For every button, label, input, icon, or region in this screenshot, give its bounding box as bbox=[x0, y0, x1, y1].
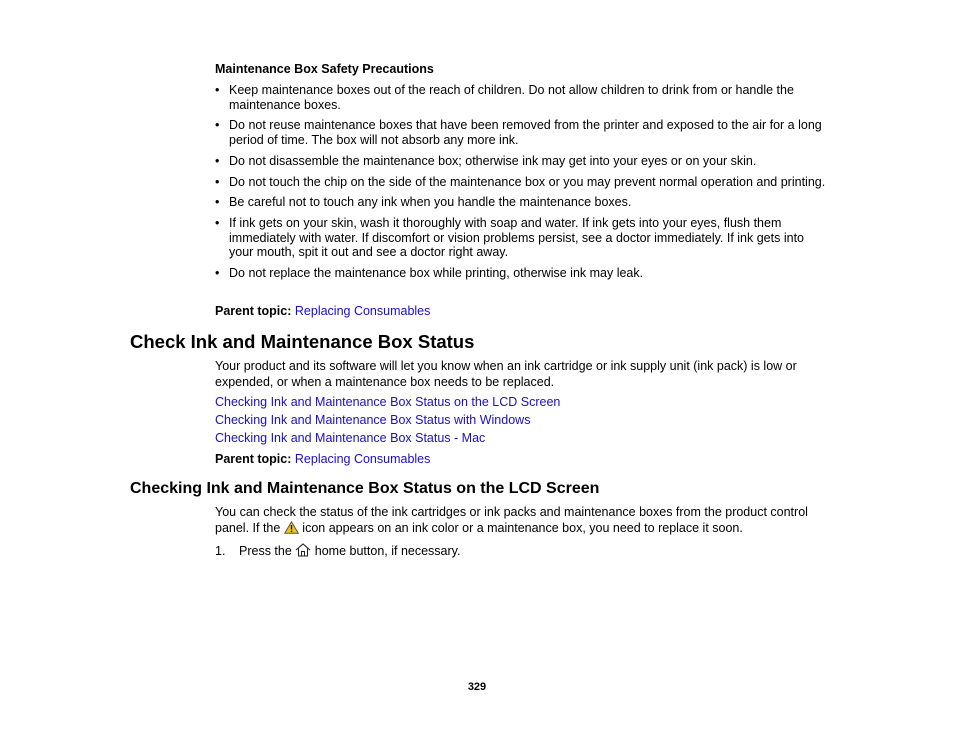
step-text-2: home button, if necessary. bbox=[314, 544, 461, 558]
warning-icon bbox=[284, 521, 299, 539]
parent-topic-label: Parent topic: bbox=[215, 452, 292, 466]
parent-topic-link[interactable]: Replacing Consumables bbox=[294, 304, 431, 318]
parent-topic-label: Parent topic: bbox=[215, 304, 292, 318]
link-mac[interactable]: Checking Ink and Maintenance Box Status - Mac bbox=[215, 431, 486, 445]
parent-topic-2 bbox=[215, 452, 430, 466]
home-icon bbox=[295, 543, 311, 560]
link-windows-container bbox=[215, 413, 530, 427]
lcd-paragraph bbox=[215, 505, 827, 538]
intro-paragraph: Your product and its software will let you know when an ink cartridge or ink supply unit (ink pack) is low or expended, or when a maintenance box needs to be replaced. bbox=[215, 359, 797, 389]
list-item: • Do not disassemble the maintenance box; otherwise ink may get into your eyes or on your skin. bbox=[215, 154, 827, 169]
section-heading-lcd-screen: Checking Ink and Maintenance Box Status on the LCD Screen bbox=[130, 480, 600, 497]
list-item: • If ink gets on your skin, wash it thoroughly with soap and water. If ink gets into your eyes, flush them immediately with water. If discomfort or vision problems persist, see a doctor immediately. If ink gets into your mouth, spit it out and see a doctor right away. bbox=[215, 216, 827, 260]
link-lcd-screen[interactable]: Checking Ink and Maintenance Box Status on the LCD Screen bbox=[215, 395, 561, 409]
list-item: • Be careful not to touch any ink when you handle the maintenance boxes. bbox=[215, 195, 827, 210]
parent-topic-1 bbox=[215, 304, 430, 318]
link-lcd-screen-container bbox=[215, 395, 560, 409]
step-text-1: Press the bbox=[239, 544, 292, 558]
precautions-list bbox=[215, 83, 827, 287]
section-heading-check-status: Check Ink and Maintenance Box Status bbox=[130, 331, 475, 352]
step-1 bbox=[215, 543, 460, 560]
step-number: 1. bbox=[215, 544, 226, 558]
lcd-paragraph-text-2: icon appears on an ink color or a maintenance box, you need to replace it soon. bbox=[302, 520, 743, 535]
parent-topic-link[interactable]: Replacing Consumables bbox=[294, 452, 431, 466]
page-number: 329 bbox=[467, 681, 487, 693]
list-item: • Keep maintenance boxes out of the reach of children. Do not allow children to drink from or handle the maintenance boxes. bbox=[215, 83, 827, 112]
list-item: • Do not reuse maintenance boxes that have been removed from the printer and exposed to the air for a long period of time. The box will not absorb any more ink. bbox=[215, 118, 827, 147]
list-item: • Do not touch the chip on the side of the maintenance box or you may prevent normal operation and printing. bbox=[215, 175, 827, 190]
link-mac-container bbox=[215, 431, 485, 445]
list-item: • Do not replace the maintenance box while printing, otherwise ink may leak. bbox=[215, 266, 827, 281]
link-windows[interactable]: Checking Ink and Maintenance Box Status with Windows bbox=[215, 413, 531, 427]
section-subheading: Maintenance Box Safety Precautions bbox=[215, 62, 434, 76]
lcd-paragraph-text-1: You can check the status of the ink cartridges or ink packs and maintenance boxes from the product control panel. If the bbox=[215, 505, 808, 535]
